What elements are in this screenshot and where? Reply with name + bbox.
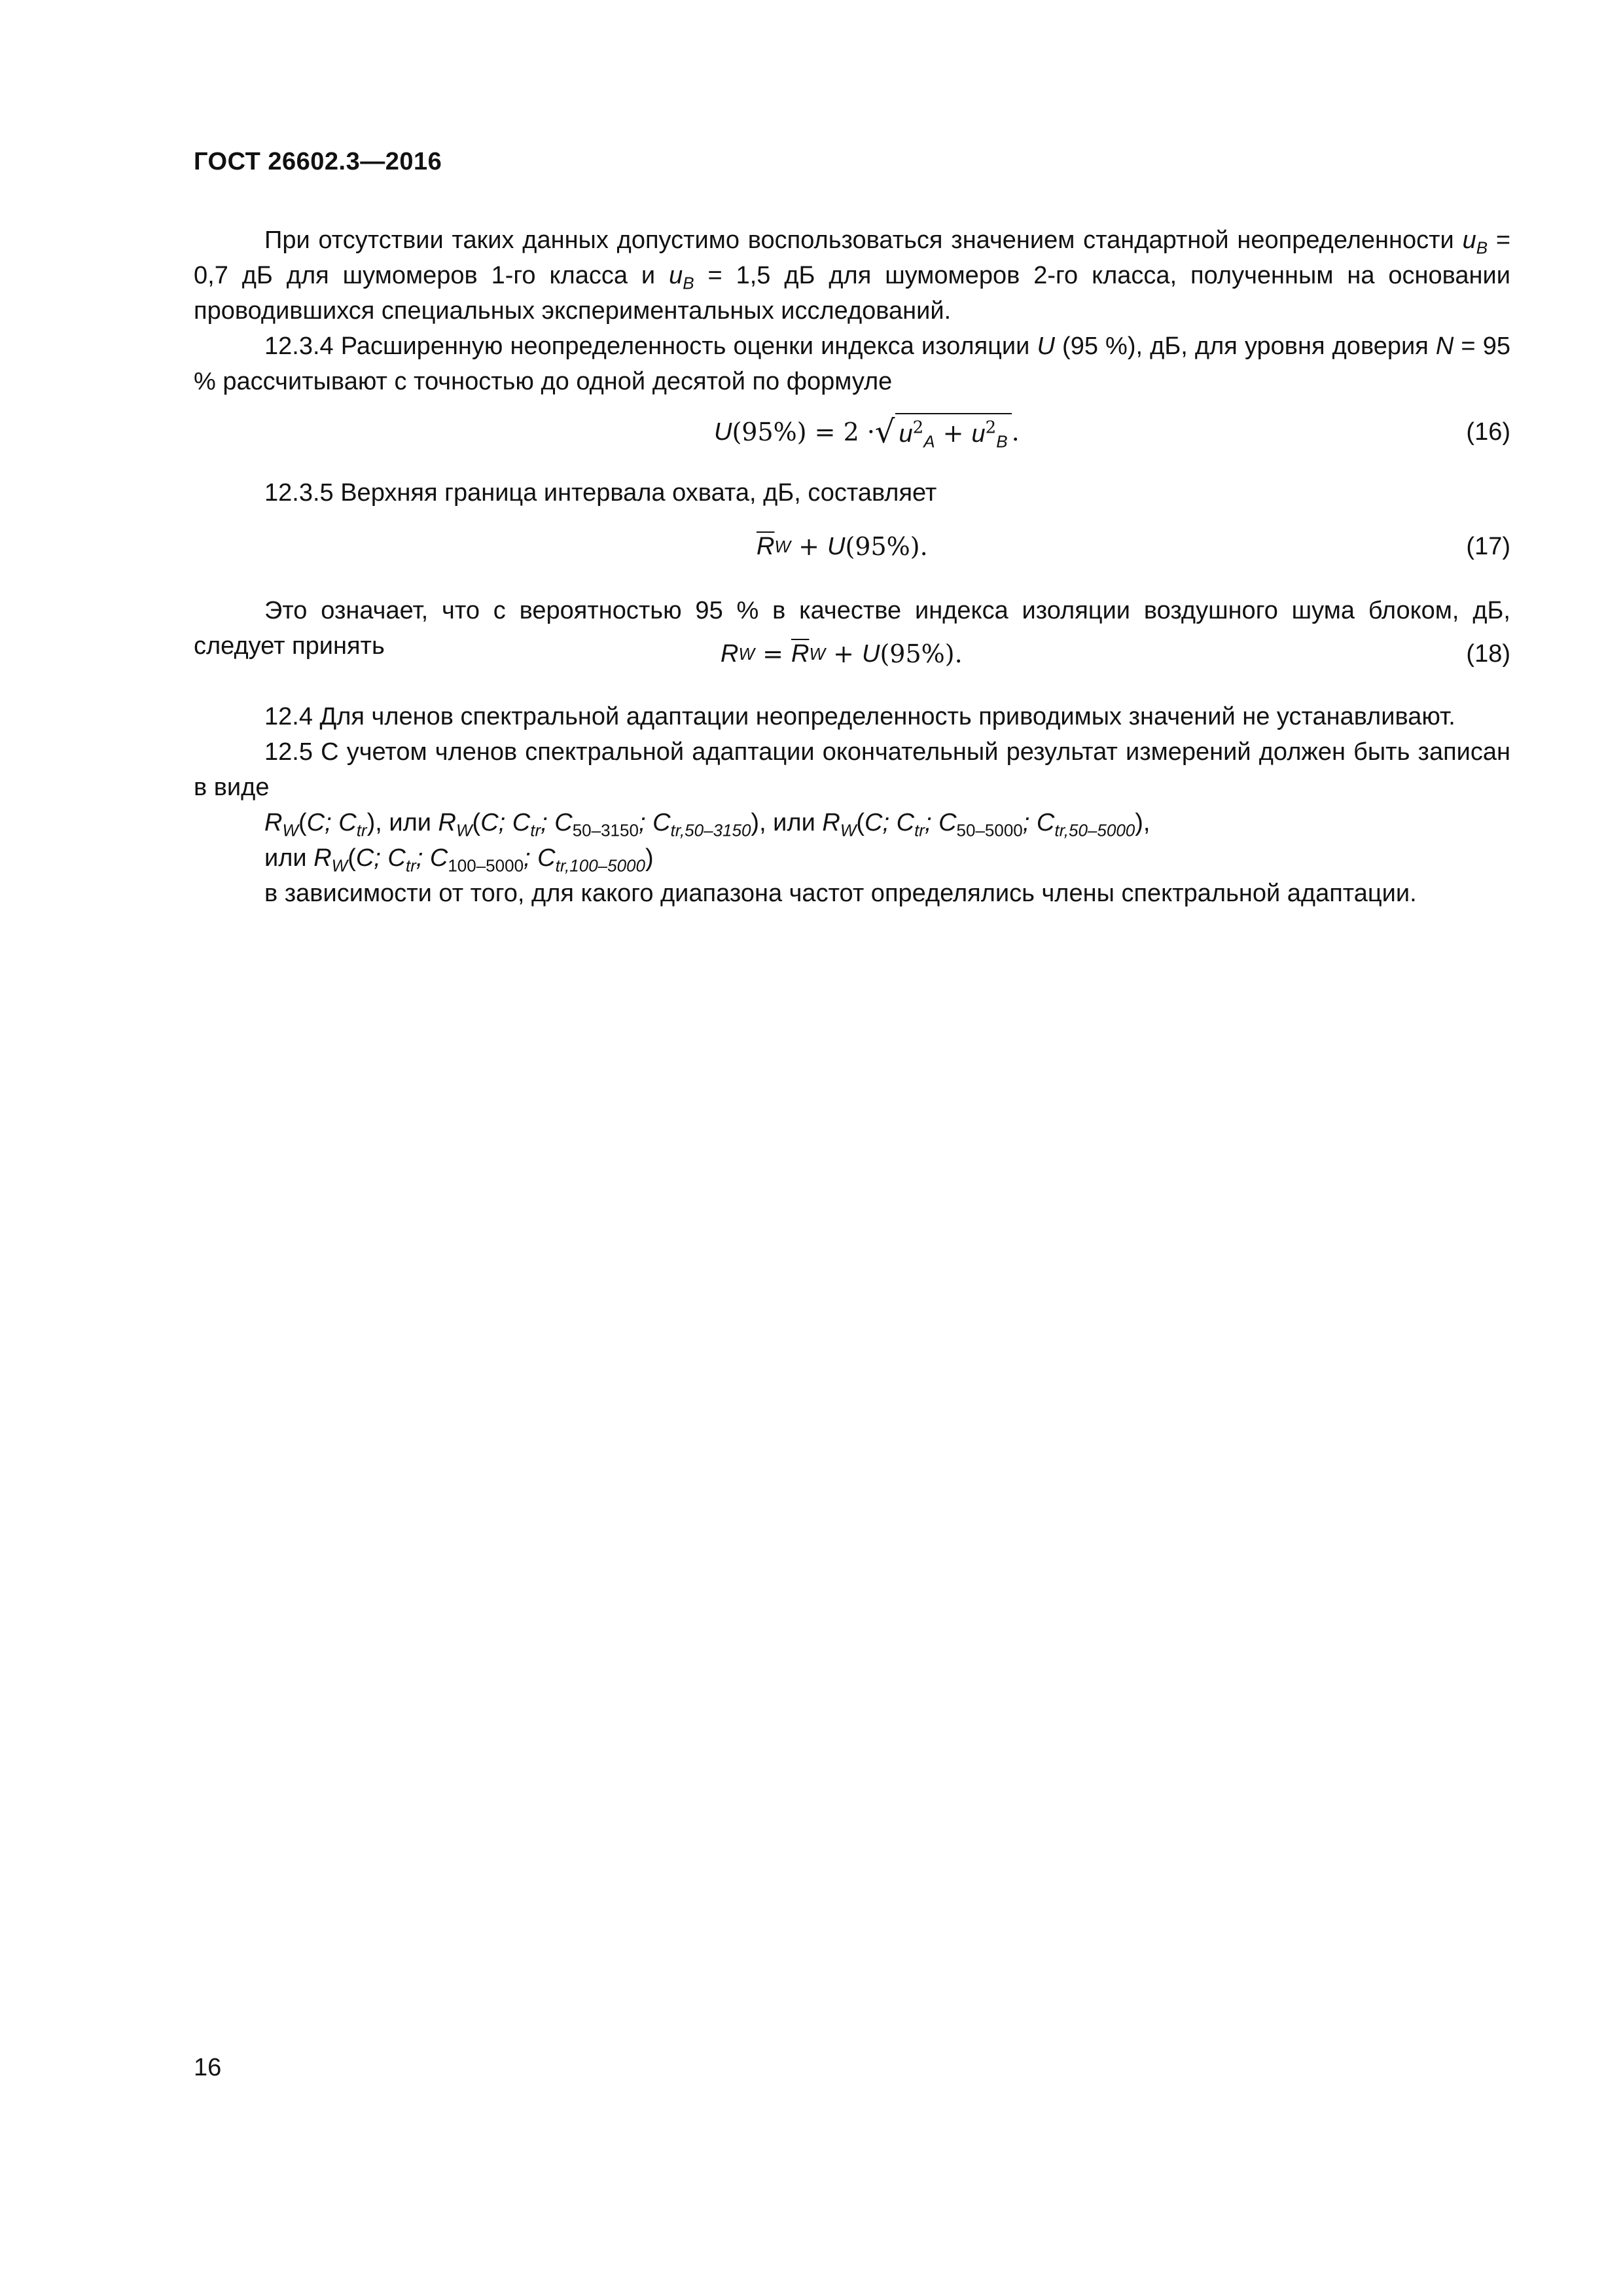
paren: ( — [472, 809, 481, 836]
symbol-R-mean: $\overline{R}$ — [791, 640, 810, 668]
text-fragment: = 95 % рассчитывают с точностью до одной десятой по формуле — [194, 332, 1510, 395]
symbol-C: C — [554, 809, 573, 836]
symbol-C: C — [896, 809, 915, 836]
separator: ; — [498, 809, 512, 836]
paragraph-12-5: 12.5 С учетом членов спектральной адаптации окончательный результат измерений должен быть записан в виде — [194, 738, 1510, 801]
formula-18-expression: R W = $\overline{R}$ W + U (95%). — [721, 631, 963, 677]
formula-16-expression — [714, 399, 1020, 465]
formula-text: + — [935, 418, 972, 448]
symbol-C: C — [865, 809, 883, 836]
subscript-a: A — [923, 431, 935, 452]
symbol-u: u — [669, 262, 683, 289]
subscript-range: tr,50–3150 — [670, 820, 751, 840]
paren: ( — [298, 809, 307, 836]
text-or: или — [264, 844, 314, 872]
symbol-R: R — [438, 809, 456, 836]
symbol-U: U — [862, 640, 880, 668]
paren: ), — [1135, 809, 1150, 836]
separator: ; — [1022, 809, 1037, 836]
symbol-C: C — [306, 809, 325, 836]
symbol-C: C — [338, 809, 357, 836]
subscript-b: B — [1476, 238, 1488, 258]
separator: ; — [638, 809, 653, 836]
subscript-range: 50–5000 — [956, 820, 1023, 840]
subscript-range: 50–3150 — [572, 820, 639, 840]
paren: ( — [856, 809, 865, 836]
subscript-w: W — [456, 820, 473, 840]
separator: ; — [374, 844, 388, 872]
symbol-C: C — [537, 844, 556, 872]
symbol-R: R — [313, 844, 332, 872]
page-header: ГОСТ 26602.3—2016 — [194, 148, 442, 175]
separator: ; — [416, 844, 430, 872]
symbol-U: U — [714, 418, 732, 446]
document-body — [194, 223, 1510, 911]
separator: ; — [325, 809, 339, 836]
symbol-U: U — [1037, 332, 1055, 360]
symbol-u: u — [1462, 226, 1476, 254]
symbol-R-mean: $\overline{R}$ — [757, 533, 775, 560]
symbol-C: C — [429, 844, 448, 872]
subscript-tr: tr — [530, 820, 541, 840]
paragraph-12-4: 12.4 Для членов спектральной адаптации неопределенность приводимых значений не устанавливают. — [264, 703, 1455, 730]
symbol-R: R — [264, 809, 283, 836]
sqrt-body — [895, 413, 1012, 452]
result-notation-line-1 — [194, 805, 1510, 840]
page-number: 16 — [194, 2054, 222, 2081]
result-notation-line-2 — [194, 840, 1510, 876]
separator: ; — [524, 844, 538, 872]
formula-17 — [194, 511, 1510, 583]
equation-number: (16) — [1466, 418, 1510, 446]
subscript-w: W — [331, 855, 348, 876]
symbol-C: C — [938, 809, 957, 836]
subscript-tr: tr — [914, 820, 925, 840]
symbol-C: C — [1036, 809, 1055, 836]
text-fragment: (95 %), дБ, для уровня доверия — [1054, 332, 1436, 360]
text-fragment: 12.3.4 Расширенную неопределенность оценки индекса изоляции — [264, 332, 1037, 360]
formula-text: (95%). — [880, 639, 963, 668]
subscript-w: W — [282, 820, 298, 840]
formula-text: = — [755, 639, 791, 668]
separator: ; — [924, 809, 939, 836]
paragraph-final: в зависимости от того, для какого диапазона частот определялись члены спектральной адаптации. — [264, 880, 1417, 907]
paragraph-conclusion: Это означает, что с вероятностью 95 % в качестве индекса изоляции воздушного шума блоком, дБ, следует принять — [194, 597, 1510, 660]
formula-text: (95%). — [845, 532, 928, 561]
paragraph-12-3-4 — [194, 329, 1510, 399]
subscript-b: B — [683, 273, 694, 293]
formula-text: + — [825, 639, 862, 668]
paragraph-standard-uncertainty — [194, 223, 1510, 329]
equation-number: (17) — [1466, 533, 1510, 560]
symbol-C: C — [652, 809, 671, 836]
formula-text: . — [1011, 418, 1020, 446]
text-or: , или — [759, 809, 823, 836]
text-fragment: = 1,5 дБ для шумомеров 2-го класса, полученным на основании проводившихся специальных экспериментальных исследований. — [194, 262, 1510, 325]
symbol-C: C — [387, 844, 406, 872]
subscript-w: W — [840, 820, 857, 840]
formula-17-expression: $\overline{R}$ W + U (95%). — [757, 511, 928, 583]
text-fragment: = 0,7 дБ для шумомеров 1-го класса и — [194, 226, 1511, 289]
equation-number: (18) — [1466, 640, 1510, 668]
formula-16 — [194, 399, 1510, 465]
symbol-N: N — [1435, 332, 1454, 360]
subscript-tr: tr — [405, 855, 416, 876]
paren: ) — [366, 809, 376, 836]
symbol-C: C — [355, 844, 374, 872]
symbol-R: R — [721, 640, 739, 668]
superscript: 2 — [985, 417, 997, 437]
superscript: 2 — [912, 417, 924, 437]
symbol-C: C — [512, 809, 531, 836]
symbol-u: u — [971, 420, 986, 448]
text-or: , или — [375, 809, 438, 836]
symbol-R: R — [822, 809, 840, 836]
paren: ) — [645, 844, 654, 872]
subscript-range: 100–5000 — [448, 855, 524, 876]
subscript-b: B — [996, 431, 1008, 452]
sqrt-icon: √ — [874, 414, 895, 450]
symbol-u: u — [899, 420, 913, 448]
formula-text: (95%) = 2 · — [732, 418, 875, 446]
symbol-U: U — [827, 533, 846, 560]
paragraph-12-3-5: 12.3.5 Верхняя граница интервала охвата, дБ, составляет — [264, 479, 937, 507]
paren: ) — [751, 809, 760, 836]
text-fragment: При отсутствии таких данных допустимо воспользоваться значением стандартной неопределенности — [264, 226, 1454, 254]
separator: ; — [882, 809, 897, 836]
subscript-range: tr,100–5000 — [555, 855, 645, 876]
symbol-C: C — [480, 809, 499, 836]
separator: ; — [541, 809, 555, 836]
formula-text: + — [791, 532, 827, 561]
subscript-range: tr,50–5000 — [1054, 820, 1135, 840]
paren: ( — [348, 844, 356, 872]
subscript-tr: tr — [356, 820, 367, 840]
formula-18 — [194, 631, 1510, 677]
